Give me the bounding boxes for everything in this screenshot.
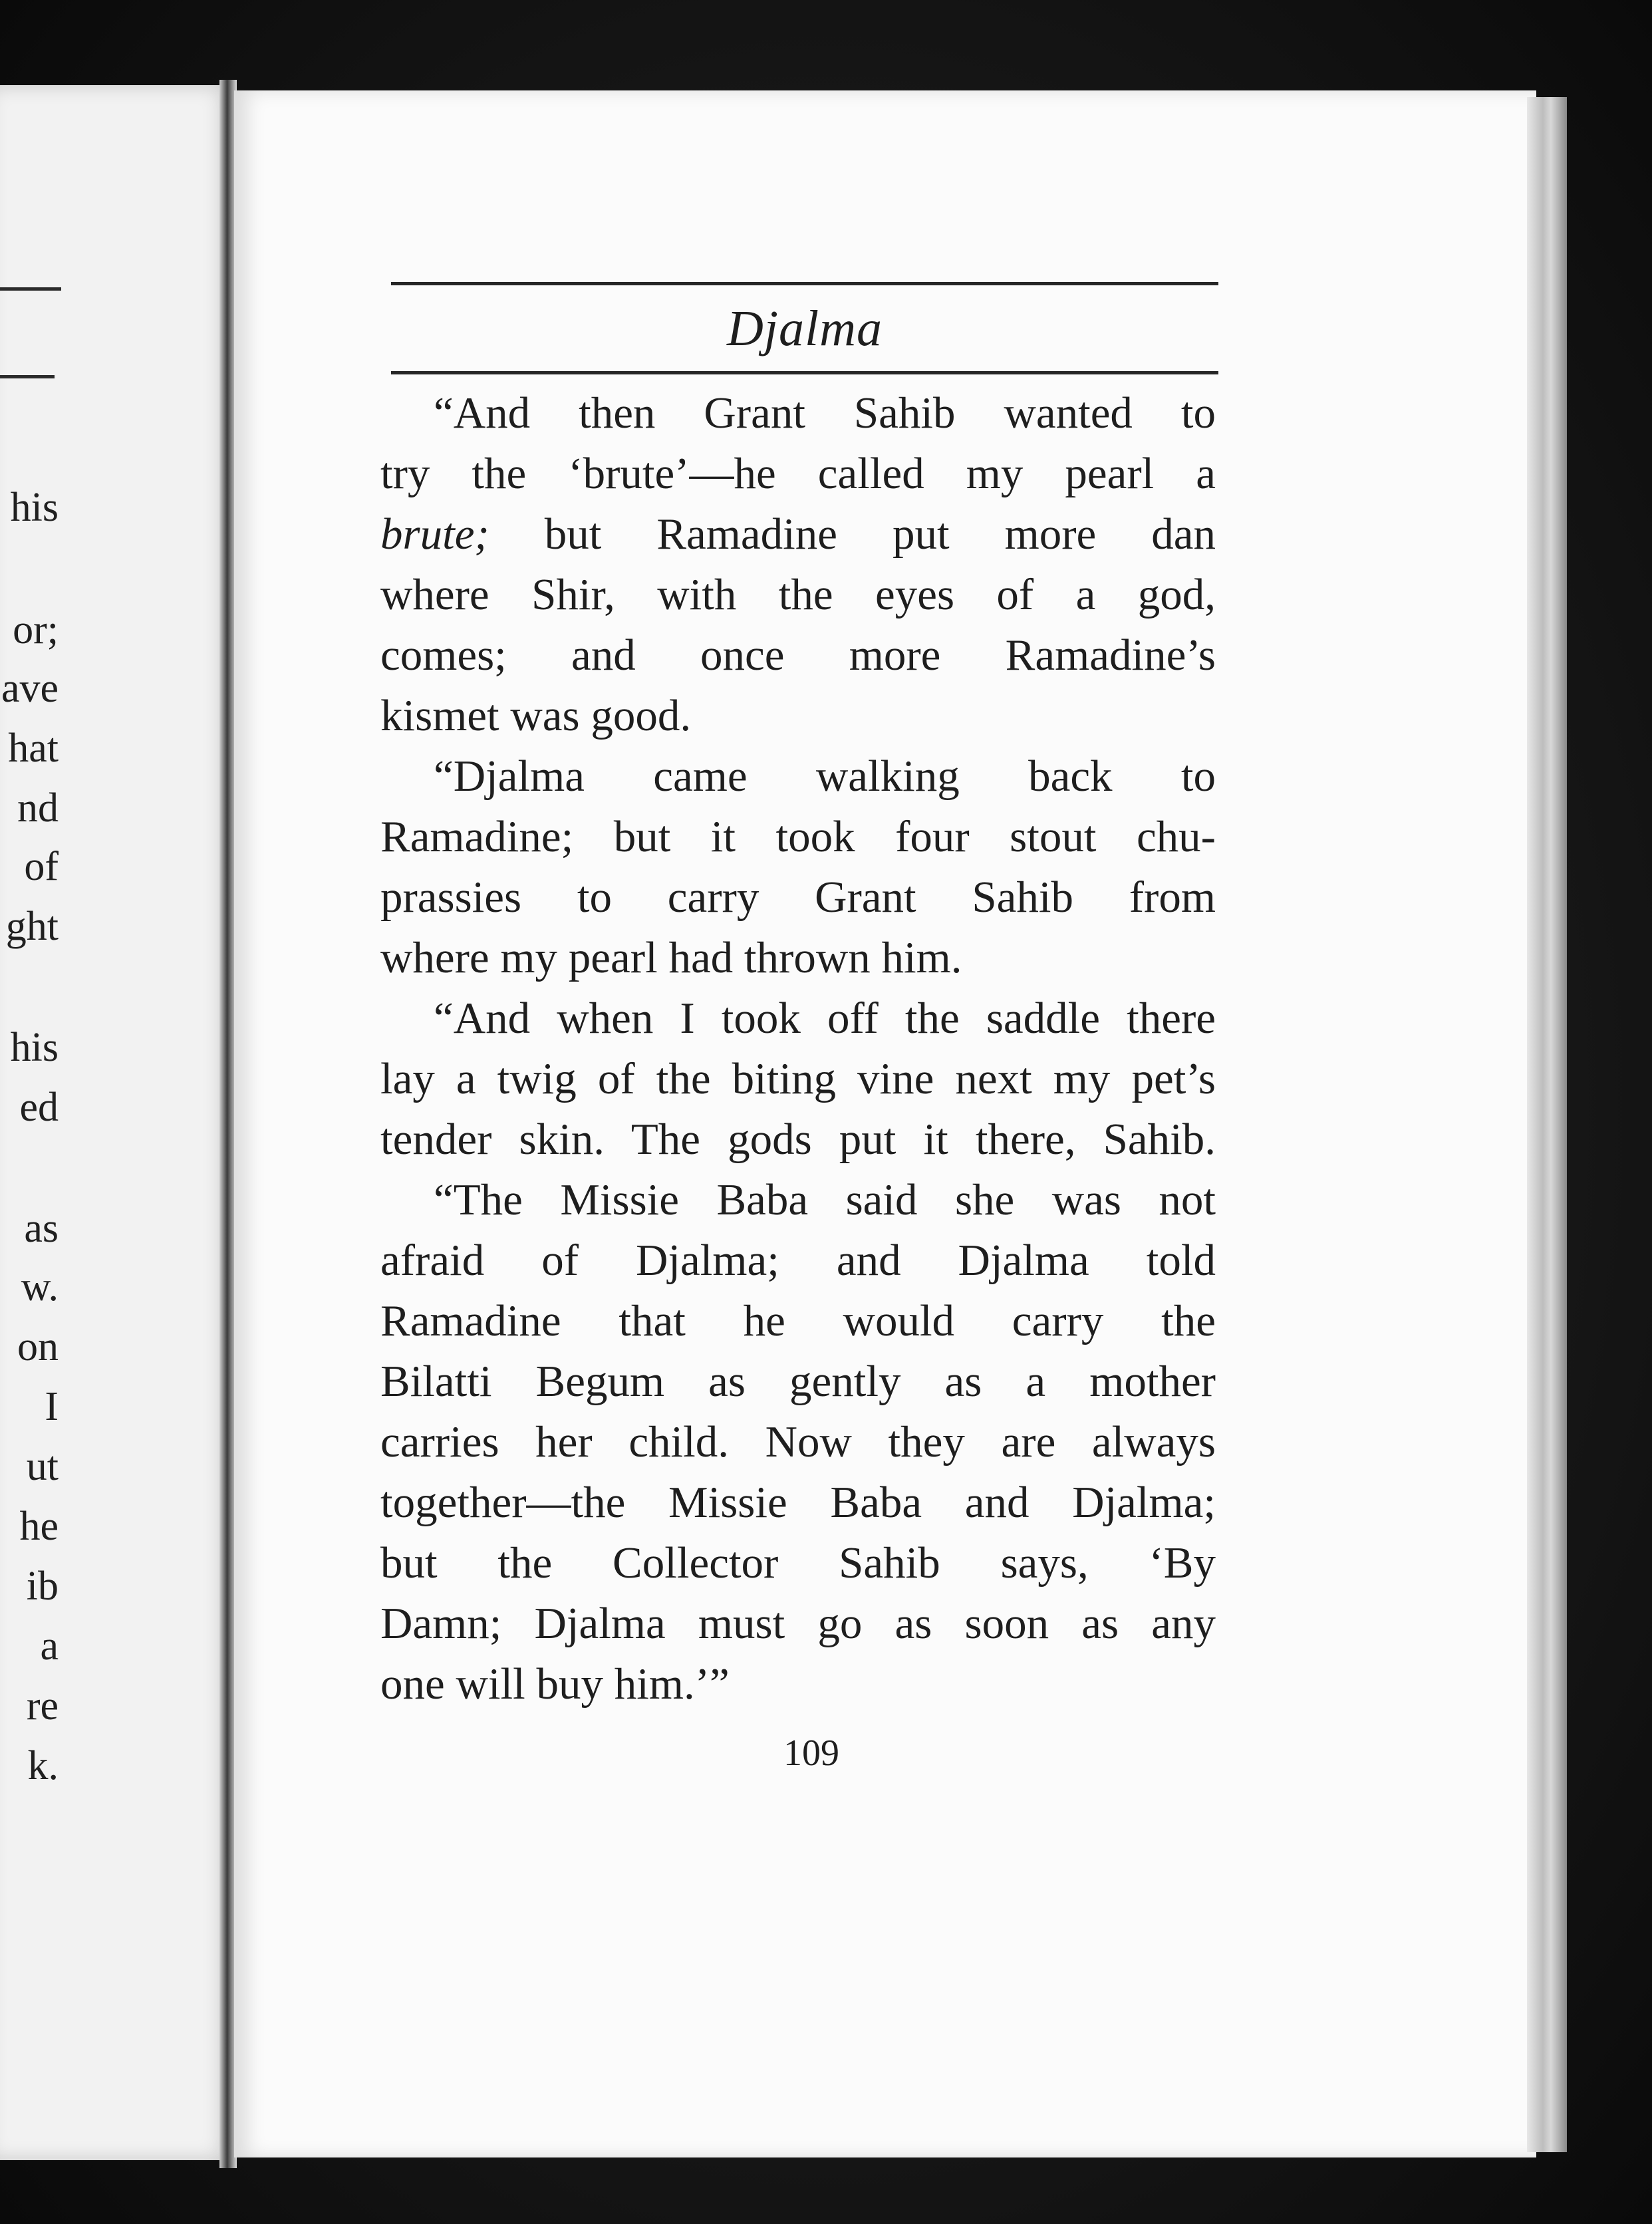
previous-page-text-fragment: re bbox=[26, 1683, 59, 1729]
previous-page-text-fragment: ut bbox=[26, 1444, 59, 1489]
previous-page-text-fragment: on bbox=[17, 1324, 59, 1369]
paragraph bbox=[380, 383, 1216, 746]
previous-page-text-fragment: ib bbox=[26, 1564, 59, 1609]
body-text bbox=[380, 383, 1216, 1715]
page-edge bbox=[1527, 97, 1567, 2152]
header-rule-top bbox=[391, 282, 1218, 285]
text-line: carries her child. Now they are always bbox=[380, 1417, 1216, 1466]
previous-page-text-fragment: nd bbox=[17, 785, 59, 831]
running-head: Djalma bbox=[727, 301, 883, 356]
previous-page-text-fragment: hat bbox=[8, 726, 59, 771]
italic-word: brute; bbox=[380, 509, 489, 559]
text-line: tender skin. The gods put it there, Sahib. bbox=[380, 1115, 1216, 1164]
previous-page-text-fragment: w. bbox=[21, 1264, 59, 1310]
text-line: Ramadine that he would carry the bbox=[380, 1296, 1216, 1345]
text-line: “Djalma came walking back to bbox=[434, 752, 1216, 801]
text-line: lay a twig of the biting vine next my pet’s bbox=[380, 1054, 1216, 1103]
previous-page-text-fragment: his bbox=[10, 1025, 59, 1070]
previous-page-text-fragment: of bbox=[24, 844, 59, 889]
text-line: kismet was good. bbox=[380, 691, 692, 740]
previous-page bbox=[0, 85, 234, 2160]
text-line: Ramadine; but it took four stout chu- bbox=[380, 812, 1216, 861]
text-line: but the Collector Sahib says, ‘By bbox=[380, 1538, 1216, 1588]
paragraph bbox=[380, 746, 1216, 988]
previous-page-text-fragment: as bbox=[24, 1206, 59, 1251]
text-line: try the ‘brute’—he called my pearl a bbox=[380, 449, 1216, 498]
text-line: Bilatti Begum as gently as a mother bbox=[380, 1357, 1216, 1406]
page-number: 109 bbox=[783, 1733, 839, 1774]
previous-page-text-fragment: his bbox=[10, 485, 59, 530]
text-line: “And when I took off the saddle there bbox=[434, 994, 1216, 1043]
previous-page-text-fragment: a bbox=[40, 1623, 59, 1669]
previous-page-text-fragment: ght bbox=[5, 904, 59, 949]
paragraph bbox=[380, 1170, 1216, 1715]
text-line: prassies to carry Grant Sahib from bbox=[380, 873, 1216, 922]
previous-page-text-fragment: he bbox=[19, 1504, 59, 1549]
previous-page-header-rule-bottom bbox=[0, 375, 55, 378]
text-line: “And then Grant Sahib wanted to bbox=[434, 388, 1216, 438]
text-line: comes; and once more Ramadine’s bbox=[380, 630, 1216, 680]
text-line: Damn; Djalma must go as soon as any bbox=[380, 1599, 1216, 1648]
previous-page-text-fragment: k. bbox=[27, 1743, 59, 1788]
previous-page-text-fragment: or; bbox=[13, 607, 59, 652]
previous-page-text-fragment: I bbox=[45, 1384, 59, 1429]
paragraph bbox=[380, 988, 1216, 1170]
text-line: “The Missie Baba said she was not bbox=[434, 1175, 1216, 1224]
previous-page-header-rule-top bbox=[0, 287, 61, 291]
text-line: where my pearl had thrown him. bbox=[380, 933, 962, 982]
text-line: where Shir, with the eyes of a god, bbox=[380, 570, 1216, 619]
header-rule-bottom bbox=[391, 371, 1218, 374]
previous-page-text-fragment: ed bbox=[19, 1085, 59, 1130]
text-line: together—the Missie Baba and Djalma; bbox=[380, 1478, 1216, 1527]
text-line-rest: but Ramadine put more dan bbox=[489, 509, 1216, 559]
text-line: one will buy him.’” bbox=[380, 1659, 730, 1709]
text-line bbox=[380, 504, 1216, 565]
text-line: afraid of Djalma; and Djalma told bbox=[380, 1236, 1216, 1285]
previous-page-text-fragment: ave bbox=[1, 666, 59, 711]
